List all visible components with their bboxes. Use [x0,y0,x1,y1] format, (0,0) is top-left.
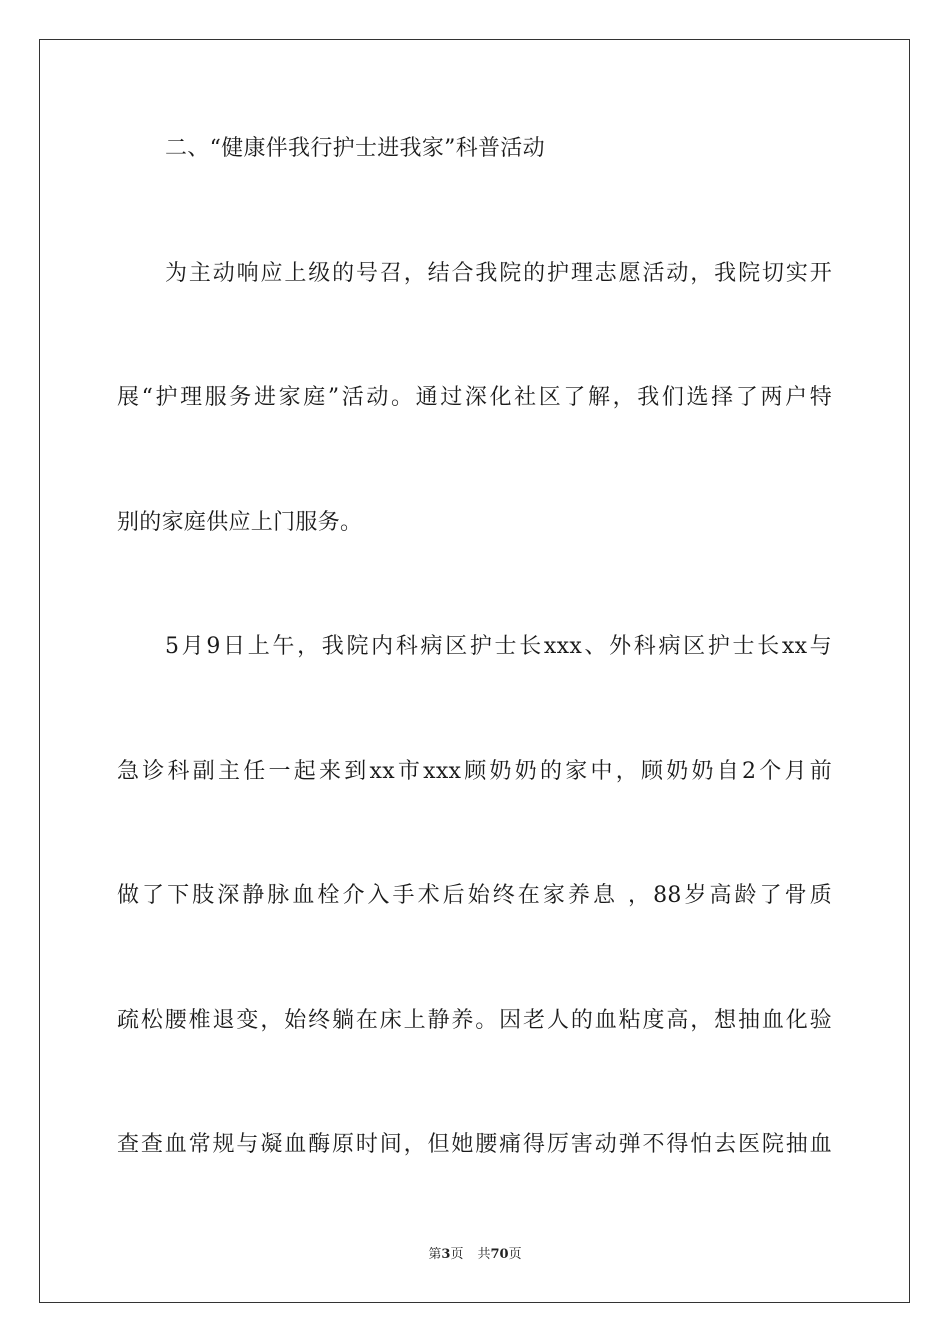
section-heading: 二、“健康伴我行护士进我家”科普活动 [165,136,545,161]
footer-total-prefix: 共 [477,1247,491,1262]
footer-total-suffix: 页 [508,1247,522,1262]
paragraph-2-line-4: 疏松腰椎退变，始终躺在床上静养。因老人的血粘度高，想抽血化验 [117,1008,832,1033]
paragraph-2-line-1: 5月9日上午，我院内科病区护士长xxx、外科病区护士长xx与 [165,634,832,659]
paragraph-2-line-5: 查查血常规与凝血酶原时间，但她腰痛得厉害动弹不得怕去医院抽血 [117,1132,832,1157]
paragraph-2-line-2: 急诊科副主任一起来到xx市xxx顾奶奶的家中，顾奶奶自2个月前 [117,759,832,784]
footer-total-number: 70 [490,1247,509,1262]
footer-page-suffix: 页 [450,1247,464,1262]
paragraph-1-line-1: 为主动响应上级的号召，结合我院的护理志愿活动，我院切实开 [165,261,832,286]
footer-page-prefix: 第 [428,1247,442,1262]
paragraph-2-line-3: 做了下肢深静脉血栓介入手术后始终在家养息 ，88岁高龄了骨质 [117,883,832,908]
paragraph-1-line-2: 展“护理服务进家庭”活动。通过深化社区了解，我们选择了两户特 [117,385,832,410]
footer-page-number: 3 [441,1247,451,1262]
page-footer [0,1246,950,1264]
paragraph-1-line-3: 别的家庭供应上门服务。 [117,510,363,535]
page-border [39,39,910,1303]
